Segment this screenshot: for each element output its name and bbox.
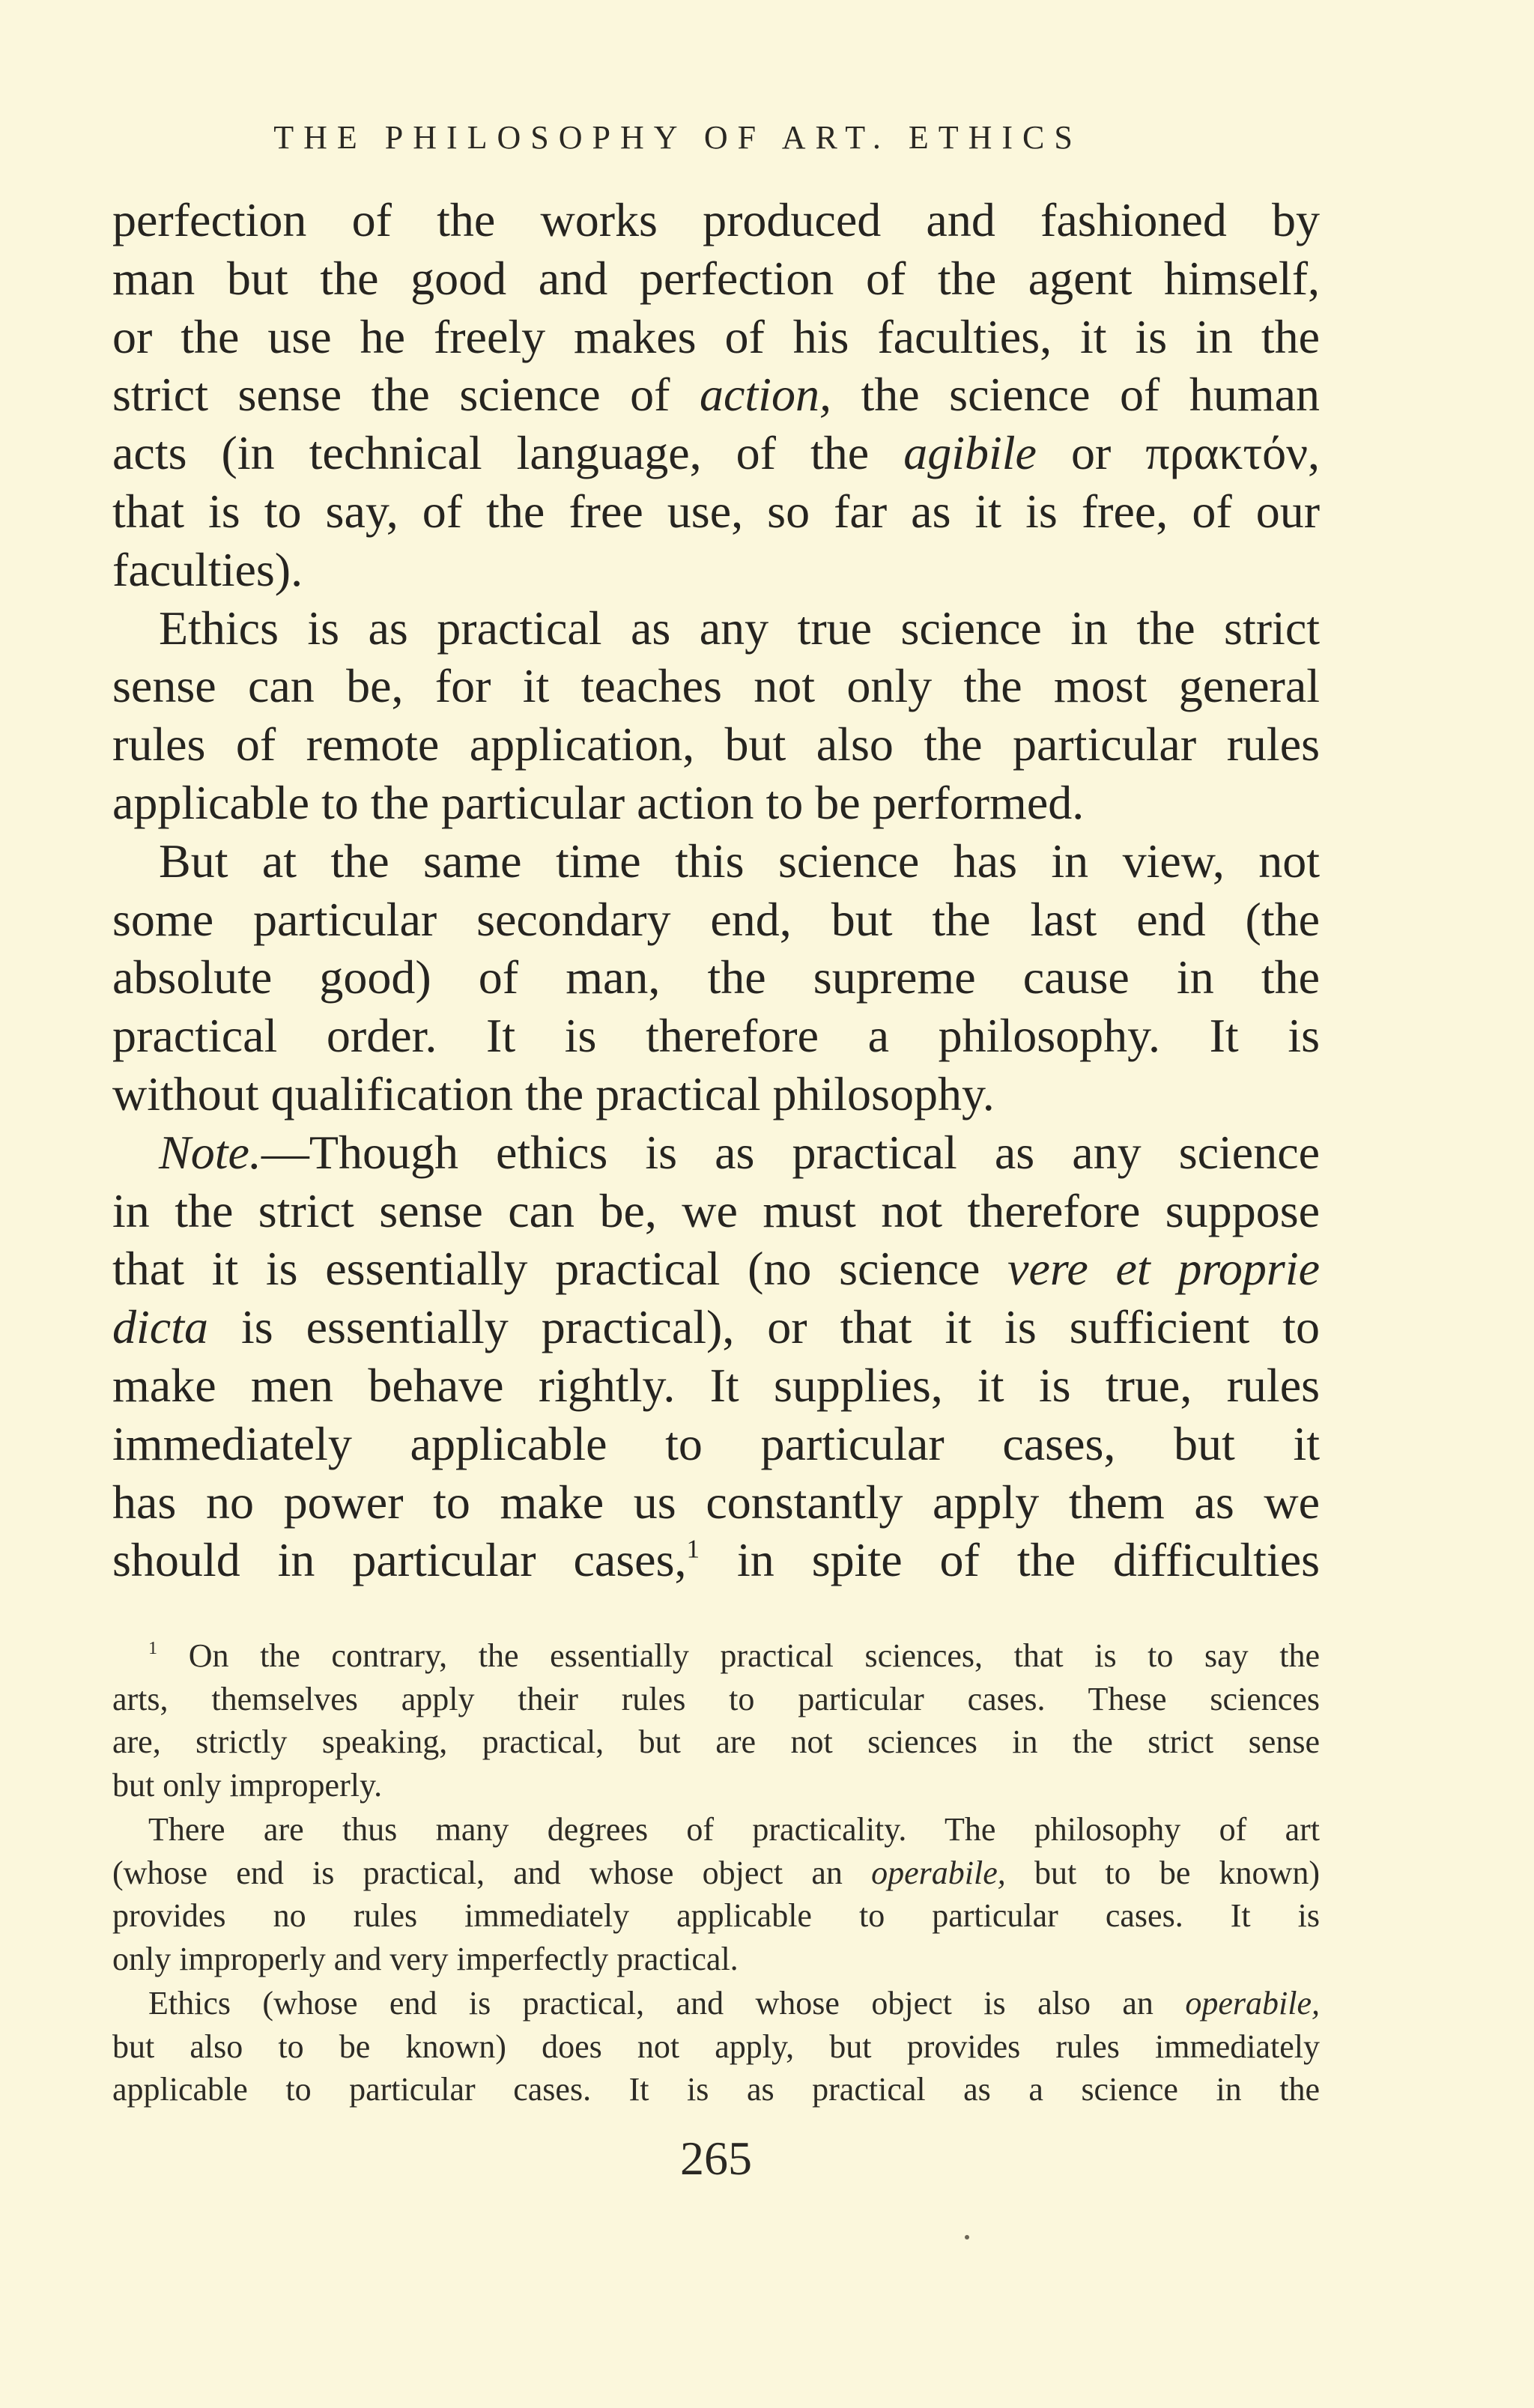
text-line: dicta is essentially practical), or that it is sufficient to bbox=[112, 1300, 1320, 1354]
text-line: rules of remote application, but also the particular rules bbox=[112, 718, 1320, 771]
text-line: make men behave rightly. It supplies, it is true, rules bbox=[112, 1358, 1320, 1412]
italic-term: dicta bbox=[112, 1300, 208, 1354]
text-line: absolute good) of man, the supreme cause in the bbox=[112, 950, 1320, 1004]
text-line: has no power to make us constantly apply them as we bbox=[112, 1475, 1320, 1529]
text-line: some particular secondary end, but the last end (the bbox=[112, 892, 1320, 946]
text-line: that it is essentially practical (no science vere et proprie bbox=[112, 1242, 1320, 1296]
text-line: acts (in technical language, of the agibile or πρακτόν, bbox=[112, 426, 1320, 480]
footnote-1-continued-2 bbox=[112, 1982, 1320, 2111]
italic-term: operabile, bbox=[1185, 1985, 1320, 2022]
footnote-line: arts, themselves apply their rules to particular cases. These sciences bbox=[112, 1680, 1320, 1717]
footnote-line: only improperly and very imperfectly practical. bbox=[112, 1940, 739, 1977]
paragraph-3 bbox=[112, 832, 1320, 1123]
italic-term: operabile, bbox=[871, 1854, 1006, 1891]
text-line: immediately applicable to particular cases, but it bbox=[112, 1416, 1320, 1470]
text-line: man but the good and perfection of the agent himself, bbox=[112, 251, 1320, 305]
paper-speck bbox=[965, 2235, 969, 2239]
footnote-line: applicable to particular cases. It is as practical as a science in the bbox=[112, 2071, 1320, 2108]
footnote-1 bbox=[112, 1634, 1320, 1807]
page-number: 265 bbox=[680, 2132, 752, 2185]
footnote-marker: 1 bbox=[148, 1638, 158, 1659]
paragraph-1 bbox=[112, 191, 1320, 599]
text-line: Ethics is as practical as any true science in the strict bbox=[159, 601, 1320, 655]
text-line: should in particular cases,$^1$ in spite of the difficulties bbox=[112, 1533, 1320, 1587]
footnote-line: $^1$ On the contrary, the essentially practical sciences, that is to say the bbox=[148, 1637, 1320, 1674]
text-line: faculties). bbox=[112, 542, 303, 596]
footnote-line: but only improperly. bbox=[112, 1766, 383, 1804]
text-line: perfection of the works produced and fashioned by bbox=[112, 193, 1320, 246]
text-line: in the strict sense can be, we must not therefore suppose bbox=[112, 1183, 1320, 1237]
running-head: THE PHILOSOPHY OF ART. ETHICS bbox=[273, 119, 1082, 156]
italic-term: vere et proprie bbox=[1007, 1242, 1320, 1296]
italic-term: action, bbox=[699, 368, 831, 422]
text-line: practical order. It is therefore a philosophy. It is bbox=[112, 1009, 1320, 1063]
text-line: strict sense the science of action, the science of human bbox=[112, 368, 1320, 422]
footnote-line: but also to be known) does not apply, but provides rules immediately bbox=[112, 2028, 1320, 2065]
footnote-reference[interactable]: 1 bbox=[686, 1534, 700, 1564]
footnote-line: (whose end is practical, and whose object an operabile, but to be known) bbox=[112, 1854, 1320, 1891]
footnote-line: There are thus many degrees of practicality. The philosophy of art bbox=[148, 1811, 1320, 1848]
paragraph-4 bbox=[112, 1123, 1320, 1589]
footnote-1-continued bbox=[112, 1808, 1320, 1980]
text-line: applicable to the particular action to be performed. bbox=[112, 775, 1085, 829]
italic-term: Note. bbox=[159, 1125, 261, 1179]
text-line: or the use he freely makes of his faculties, it is in the bbox=[112, 309, 1320, 363]
footnote-line: are, strictly speaking, practical, but are not sciences in the strict sense bbox=[112, 1723, 1320, 1760]
text-line: But at the same time this science has in view, not bbox=[159, 834, 1320, 888]
italic-term: agibile bbox=[903, 426, 1037, 480]
text-line: Note.—Though ethics is as practical as any science bbox=[159, 1125, 1320, 1179]
text-line: without qualification the practical philosophy. bbox=[112, 1067, 995, 1120]
text-line: that is to say, of the free use, so far as it is free, of our bbox=[112, 484, 1320, 538]
main-text bbox=[112, 191, 1320, 1589]
paragraph-2 bbox=[112, 599, 1320, 832]
footnote-line: provides no rules immediately applicable to particular cases. It is bbox=[112, 1897, 1320, 1934]
text-line: sense can be, for it teaches not only the most general bbox=[112, 659, 1320, 713]
footnote-line: Ethics (whose end is practical, and whose object is also an operabile, bbox=[148, 1985, 1320, 2022]
